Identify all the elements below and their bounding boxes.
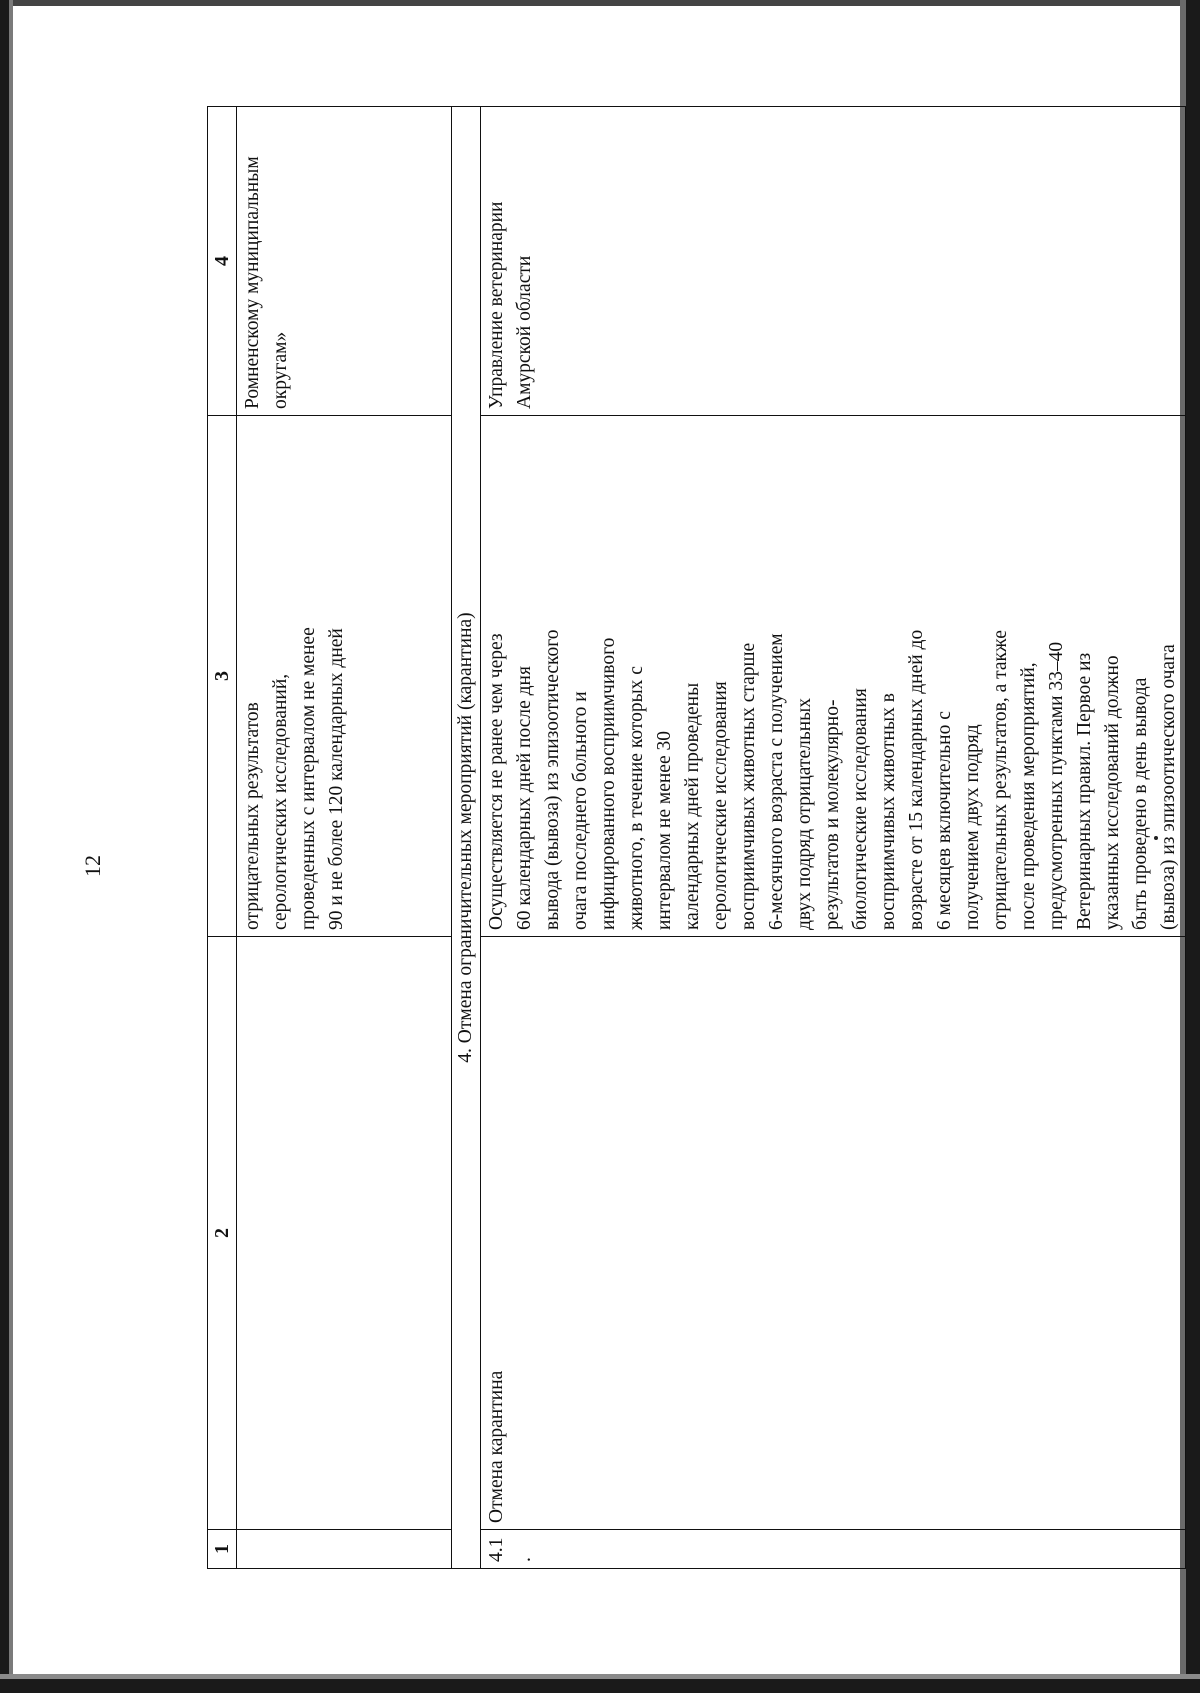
cell-measure — [237, 937, 452, 1530]
measures-table — [207, 106, 1186, 1569]
table-header-row — [208, 107, 237, 1569]
cell-measure: Отмена карантина — [481, 937, 1186, 1530]
header-col-4: 4 — [208, 107, 237, 416]
cell-description: отрицательных результатов серологических исследований, проведенных с интервалом не менее 90 и не более 120 календарных дней — [237, 416, 452, 937]
cell-description: Осуществляется не ранее чем через 60 календарных дней после дня вывода (вывоза) из эпизоотического очага последнего больного и инфицированного восприимчивого животного, в течение которых с интервалом не менее 30 календарных дней проведены серологические исследования восприимчивых животных старше 6-месячного возраста с получением двух подряд отрицательных результатов и молекулярно- биологические исследования восприимчивых животных в возрасте от 15 календарных дней до 6 месяцев включительно с получением двух подряд отрицательных результатов, а также после проведения мероприятий, предусмотренных пунктами 33–40 Ветеринарных правил. Первое из указанных исследований должно быть проведено в день вывода (вывоза) из эпизоотического очага — [481, 416, 1186, 937]
header-col-1: 1 — [208, 1530, 237, 1569]
header-col-2: 2 — [208, 937, 237, 1530]
section-title: 4. Отмена ограничительных мероприятий (карантина) — [452, 107, 481, 1569]
cell-number — [237, 1530, 452, 1569]
table-row-4-1 — [481, 107, 1186, 1569]
page-number: 12 — [80, 855, 105, 877]
cell-responsible: Ромненскому муниципальным округам» — [237, 107, 452, 416]
section-title-row — [452, 107, 481, 1569]
cell-number: 4.1. — [481, 1530, 1186, 1569]
table-row-continuation — [237, 107, 452, 1569]
cell-responsible: Управление ветеринарии Амурской области — [481, 107, 1186, 416]
header-col-3: 3 — [208, 416, 237, 937]
